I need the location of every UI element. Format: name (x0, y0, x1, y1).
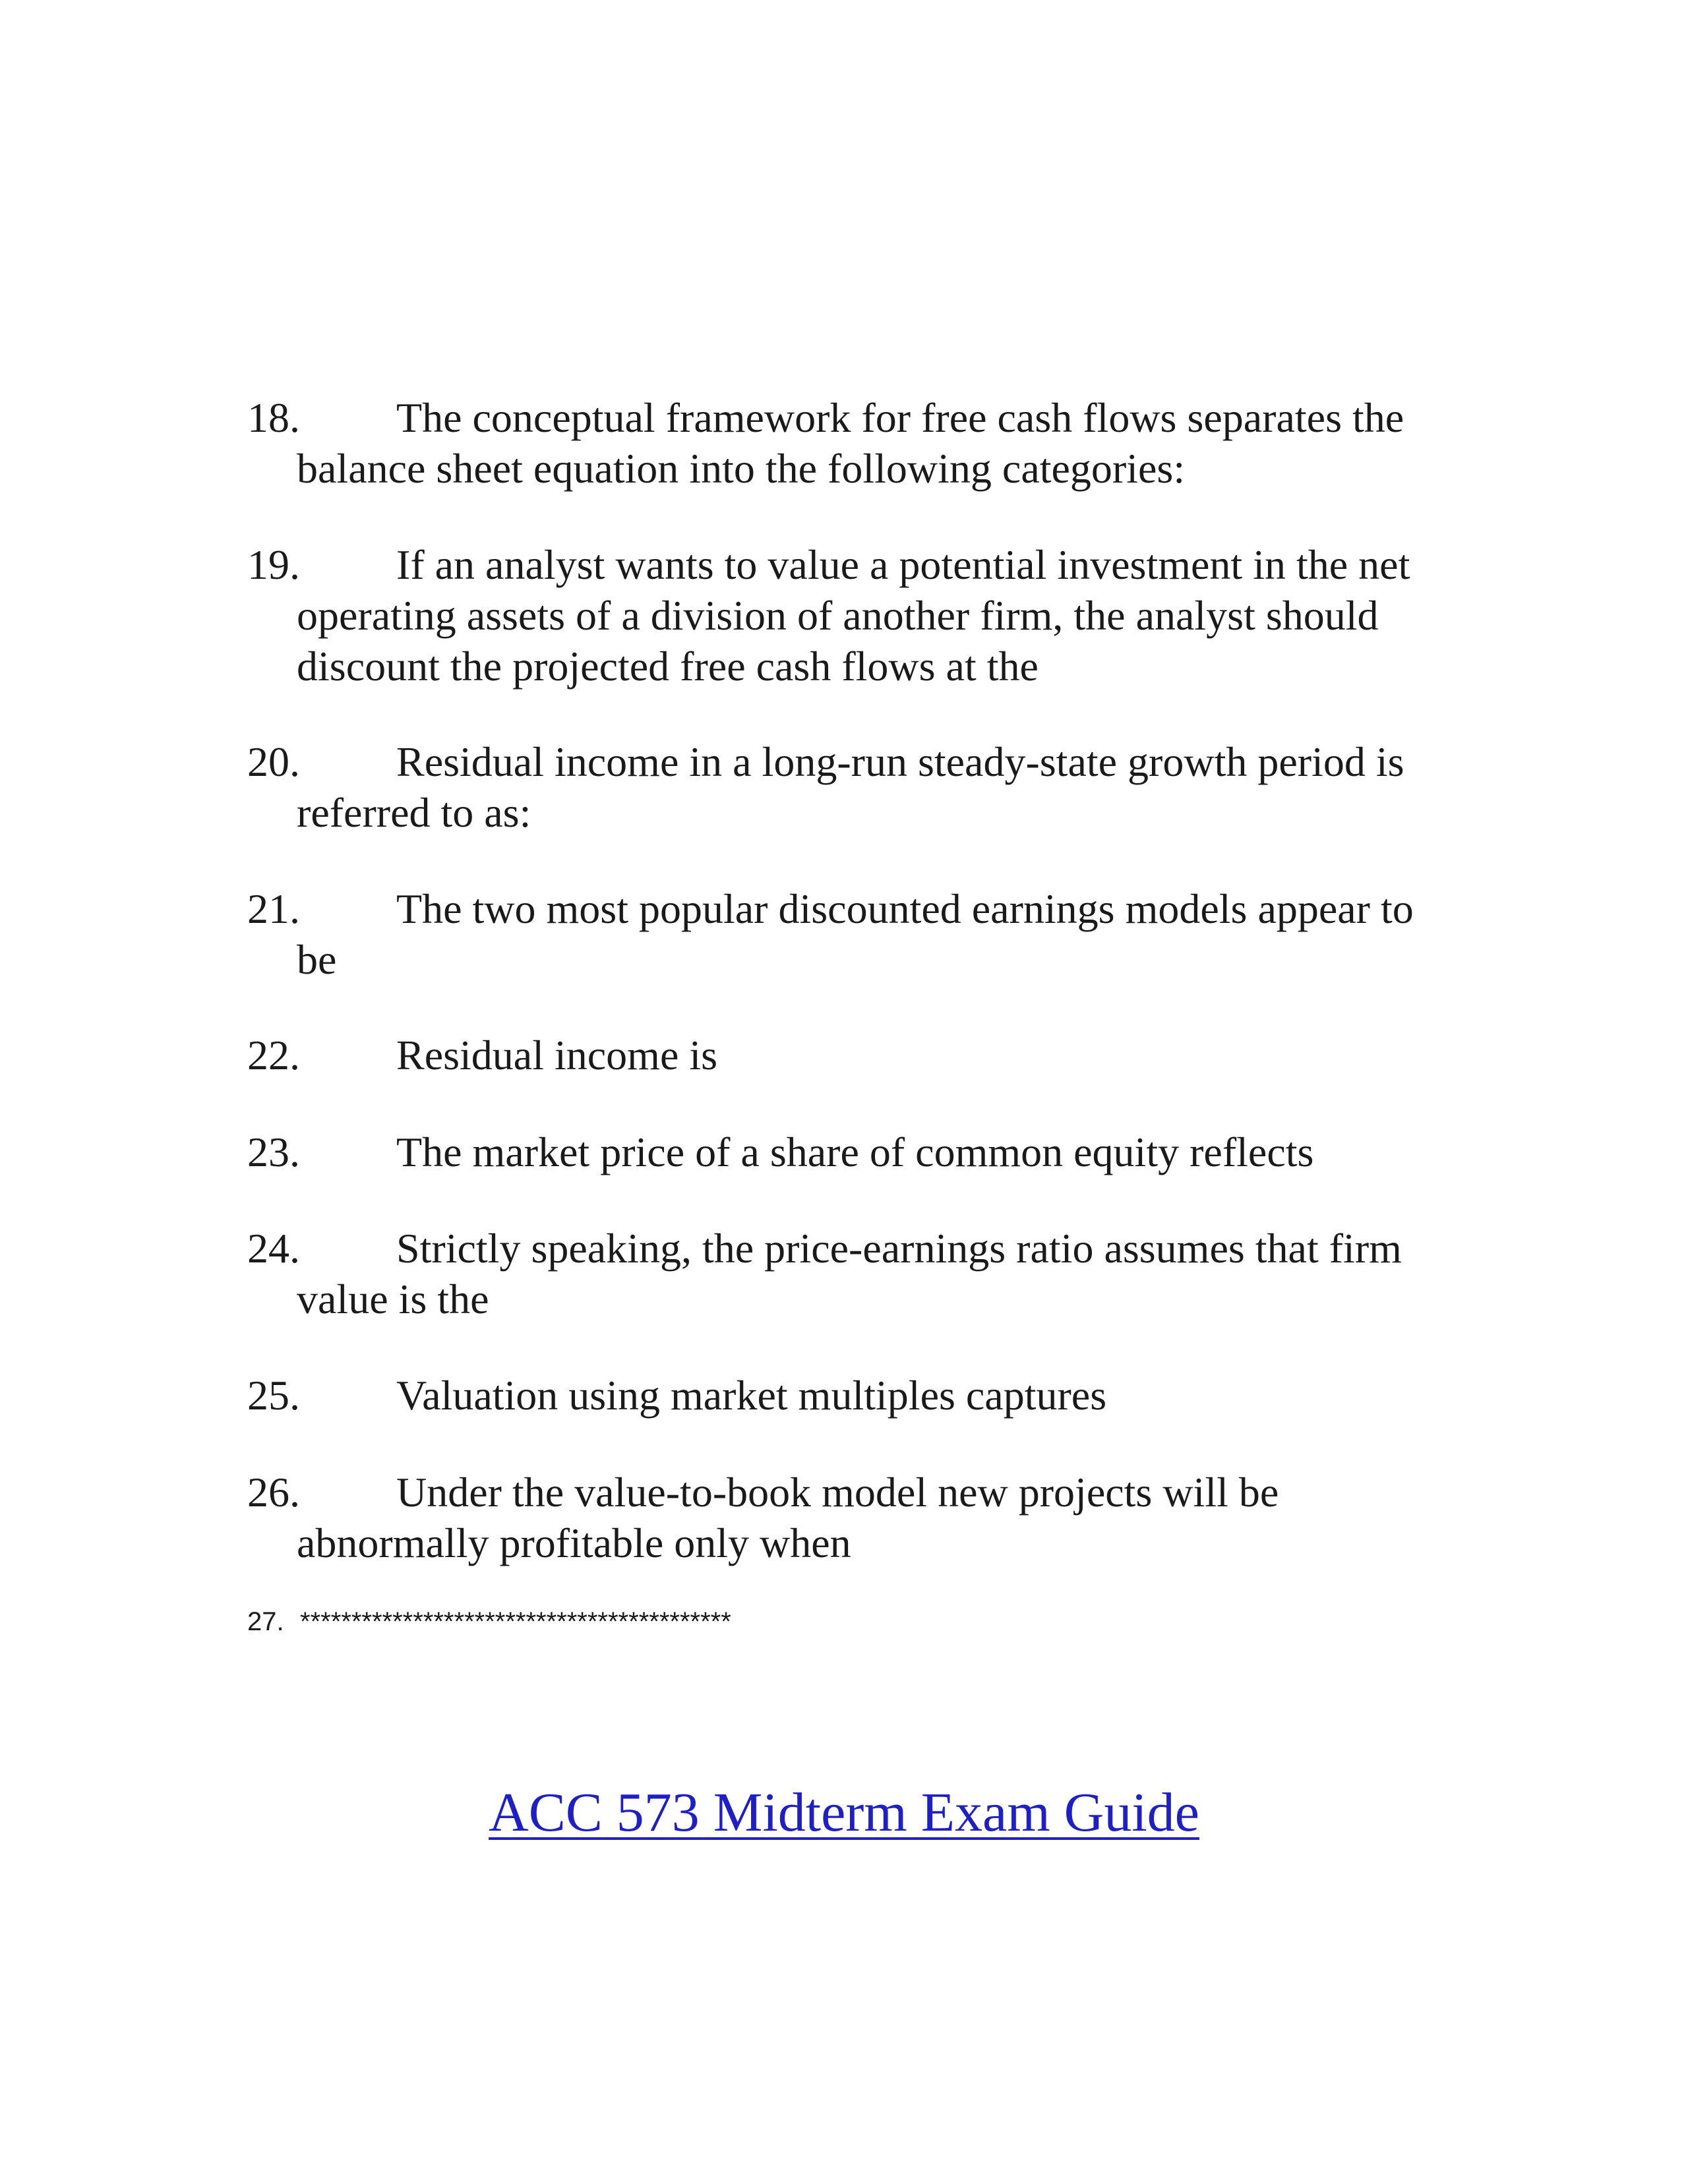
asterisk-separator: ****************************************** (300, 1607, 731, 1636)
question-number: 22. (247, 1032, 300, 1078)
question-20 (247, 736, 1474, 838)
question-19 (247, 539, 1474, 692)
question-number: 19. (247, 541, 300, 588)
question-text-continued: discount the projected free cash flows at the (297, 643, 1039, 690)
question-23 (247, 1127, 1474, 1177)
question-number: 24. (247, 1225, 300, 1272)
question-text-continued: referred to as: (297, 789, 531, 836)
question-number: 23. (247, 1129, 300, 1175)
question-text-continued: abnormally profitable only when (297, 1520, 851, 1566)
question-21 (247, 883, 1474, 985)
question-number: 20. (247, 738, 300, 785)
question-27-separator (247, 1605, 731, 1638)
exam-guide-link[interactable]: ACC 573 Midterm Exam Guide (489, 1782, 1199, 1843)
question-22 (247, 1030, 1474, 1080)
question-number: 18. (247, 394, 300, 441)
question-text: Valuation using market multiples captures (396, 1372, 1107, 1419)
question-26 (247, 1467, 1474, 1568)
question-text: If an analyst wants to value a potential investment in the net (396, 541, 1410, 588)
question-text-continued: balance sheet equation into the following categories: (297, 445, 1186, 492)
question-number: 27. (247, 1607, 284, 1636)
question-number: 26. (247, 1469, 300, 1516)
question-text-continued: be (297, 936, 337, 983)
question-text: Strictly speaking, the price-earnings ratio assumes that firm (396, 1225, 1402, 1272)
guide-link-container (0, 1780, 1688, 1846)
question-25 (247, 1370, 1474, 1421)
question-number: 21. (247, 885, 300, 932)
question-text: Residual income in a long-run steady-state growth period is (396, 738, 1404, 785)
question-18 (247, 392, 1474, 494)
question-text-continued: operating assets of a division of another firm, the analyst should (297, 592, 1379, 639)
question-24 (247, 1223, 1474, 1324)
question-text-continued: value is the (297, 1276, 489, 1322)
question-text: The conceptual framework for free cash flows separates the (396, 394, 1404, 441)
question-text: Under the value-to-book model new projects will be (396, 1469, 1279, 1516)
question-text: The two most popular discounted earnings models appear to (396, 885, 1414, 932)
question-number: 25. (247, 1372, 300, 1419)
question-text: Residual income is (396, 1032, 718, 1078)
question-text: The market price of a share of common equity reflects (396, 1129, 1314, 1175)
